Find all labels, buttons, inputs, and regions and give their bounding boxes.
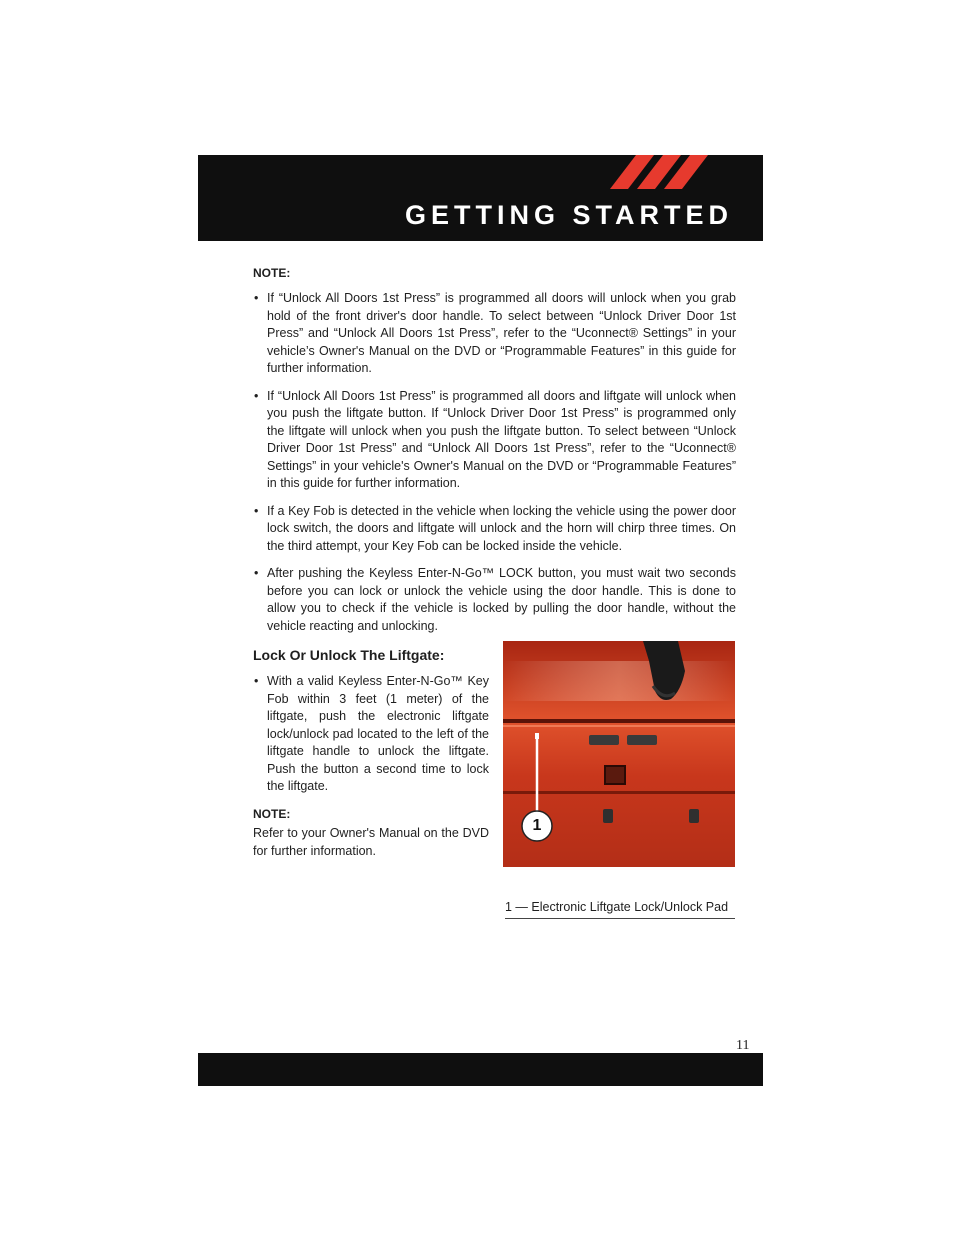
callout-number: 1	[532, 817, 542, 834]
liftgate-note-text: Refer to your Owner's Manual on the DVD for further information.	[253, 826, 489, 858]
liftgate-heading: Lock Or Unlock The Liftgate:	[253, 647, 445, 663]
page-number: 11	[736, 1038, 750, 1053]
liftgate-note-label: NOTE:	[253, 806, 291, 821]
note-bullet: • If “Unlock All Doors 1st Press” is programmed all doors will unlock when you grab hold of the front driver's door handle. To select between “Unlock Driver Door 1st Press” and “Unlock All Doors 1st Press”, refer to the “Uconnect® Settings” in your vehicle’s Owner's Manual on the DVD or “Programmable Features” in this guide for further information.	[253, 290, 736, 378]
liftgate-photo	[503, 641, 735, 867]
note-bullet: • If “Unlock All Doors 1st Press” is programmed all doors and liftgate will unlock when you push the liftgate button. If “Unlock Driver Door 1st Press” is programmed only the liftgate will unlock when you push the liftgate button. To select between “Unlock Driver Door 1st Press” and “Unlock All Doors 1st Press”, refer to the “Uconnect® Settings” in your vehicle's Owner's Manual on the DVD or “Programmable Features” in this guide for further information.	[253, 388, 736, 493]
liftgate-bullet-list	[253, 673, 489, 796]
note-bullet: • If a Key Fob is detected in the vehicle when locking the vehicle using the power door lock switch, the doors and liftgate will unlock and the horn will chirp three times. On the third attempt, your Key Fob can be locked inside the vehicle.	[253, 503, 736, 556]
liftgate-text-column	[253, 673, 489, 860]
section-header-band	[198, 155, 763, 241]
figure-caption: 1 — Electronic Liftgate Lock/Unlock Pad	[505, 900, 729, 914]
note-bullet-list	[253, 290, 736, 635]
note-bullet: • After pushing the Keyless Enter-N-Go™ LOCK button, you must wait two seconds before you can lock or unlock the vehicle using the door handle. This is done to allow you to check if the vehicle is locked by pulling the door handle, without the vehicle reacting and unlocking.	[253, 565, 736, 635]
footer-band	[198, 1053, 763, 1086]
liftgate-bullet: • With a valid Keyless Enter-N-Go™ Key Fob within 3 feet (1 meter) of the liftgate, push the electronic liftgate lock/unlock pad located to the left of the liftgate handle to unlock the liftgate. Push the button a second time to lock the liftgate.	[253, 673, 489, 796]
note-label: NOTE:	[253, 266, 291, 280]
caption-rule	[505, 918, 735, 919]
section-title: GETTING STARTED	[405, 200, 733, 230]
